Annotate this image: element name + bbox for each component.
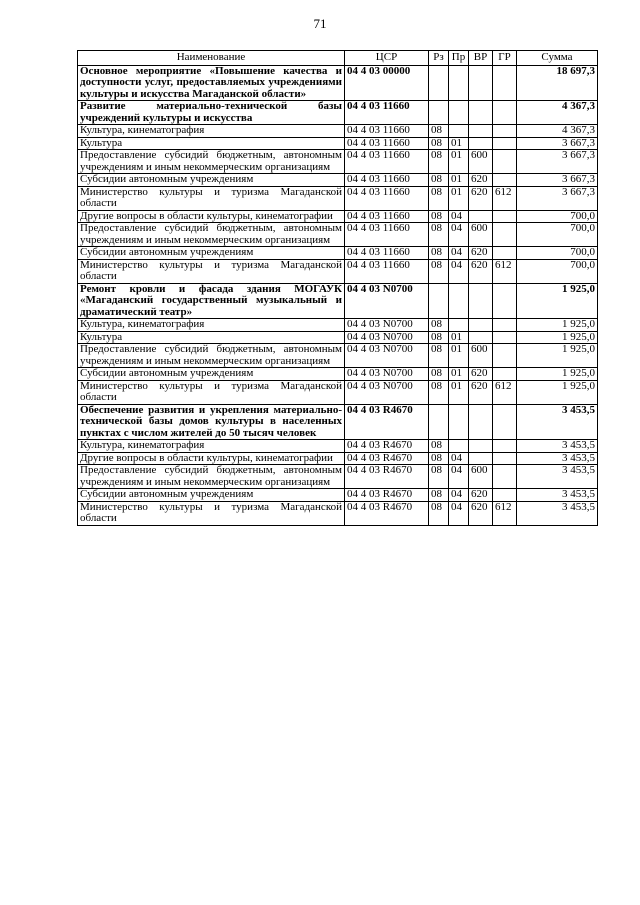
cell-rz: 08 <box>429 137 449 150</box>
cell-sum: 1 925,0 <box>517 319 598 332</box>
cell-name: Другие вопросы в области культуры, кинематографии <box>78 452 345 465</box>
cell-sum: 1 925,0 <box>517 380 598 404</box>
cell-pr <box>449 125 469 138</box>
table-row <box>78 174 598 187</box>
cell-vr <box>469 125 493 138</box>
cell-csr: 04 4 03 N0700 <box>345 319 429 332</box>
cell-gr: 612 <box>493 259 517 283</box>
cell-vr <box>469 101 493 125</box>
cell-csr: 04 4 03 N0700 <box>345 380 429 404</box>
cell-sum: 700,0 <box>517 223 598 247</box>
cell-gr <box>493 404 517 440</box>
cell-name: Культура <box>78 137 345 150</box>
cell-sum: 3 453,5 <box>517 404 598 440</box>
cell-sum: 3 453,5 <box>517 501 598 525</box>
cell-vr: 600 <box>469 223 493 247</box>
cell-sum: 3 453,5 <box>517 440 598 453</box>
cell-rz: 08 <box>429 440 449 453</box>
cell-sum: 700,0 <box>517 247 598 260</box>
cell-gr <box>493 247 517 260</box>
cell-sum: 1 925,0 <box>517 368 598 381</box>
cell-csr: 04 4 03 11660 <box>345 210 429 223</box>
cell-name: Культура, кинематография <box>78 440 345 453</box>
table-row <box>78 65 598 101</box>
cell-gr <box>493 283 517 319</box>
cell-vr <box>469 137 493 150</box>
table-row <box>78 368 598 381</box>
cell-sum: 700,0 <box>517 210 598 223</box>
table-row <box>78 380 598 404</box>
cell-rz: 08 <box>429 223 449 247</box>
cell-pr <box>449 65 469 101</box>
cell-rz: 08 <box>429 186 449 210</box>
cell-gr <box>493 319 517 332</box>
cell-sum: 3 453,5 <box>517 452 598 465</box>
cell-rz <box>429 101 449 125</box>
cell-name: Субсидии автономным учреждениям <box>78 247 345 260</box>
cell-gr <box>493 65 517 101</box>
cell-name: Министерство культуры и туризма Магаданской области <box>78 501 345 525</box>
cell-rz: 08 <box>429 125 449 138</box>
cell-csr: 04 4 03 11660 <box>345 150 429 174</box>
cell-sum: 3 453,5 <box>517 489 598 502</box>
cell-name: Предоставление субсидий бюджетным, автономным учреждениям и иным некоммерческим организациям <box>78 344 345 368</box>
cell-name: Предоставление субсидий бюджетным, автономным учреждениям и иным некоммерческим организациям <box>78 465 345 489</box>
cell-vr <box>469 283 493 319</box>
cell-csr: 04 4 03 11660 <box>345 186 429 210</box>
cell-rz: 08 <box>429 501 449 525</box>
cell-vr <box>469 452 493 465</box>
cell-pr: 01 <box>449 368 469 381</box>
cell-pr: 01 <box>449 174 469 187</box>
table-row <box>78 283 598 319</box>
cell-vr: 620 <box>469 174 493 187</box>
table-row <box>78 465 598 489</box>
cell-pr: 04 <box>449 465 469 489</box>
cell-csr: 04 4 03 N0700 <box>345 368 429 381</box>
cell-csr: 04 4 03 R4670 <box>345 465 429 489</box>
cell-gr <box>493 465 517 489</box>
cell-vr <box>469 319 493 332</box>
cell-pr: 04 <box>449 452 469 465</box>
cell-vr: 620 <box>469 368 493 381</box>
cell-sum: 4 367,3 <box>517 101 598 125</box>
table-row <box>78 101 598 125</box>
cell-name: Обеспечение развития и укрепления материально-технической базы домов культуры в населенных пунктах с числом жителей до 50 тысяч человек <box>78 404 345 440</box>
cell-gr <box>493 101 517 125</box>
cell-name: Предоставление субсидий бюджетным, автономным учреждениям и иным некоммерческим организациям <box>78 150 345 174</box>
cell-vr <box>469 404 493 440</box>
table-row <box>78 137 598 150</box>
header-vr: ВР <box>469 51 493 66</box>
cell-vr: 620 <box>469 247 493 260</box>
cell-csr: 04 4 03 R4670 <box>345 501 429 525</box>
cell-gr <box>493 210 517 223</box>
cell-name: Министерство культуры и туризма Магаданской области <box>78 259 345 283</box>
cell-rz <box>429 404 449 440</box>
cell-vr: 620 <box>469 489 493 502</box>
header-sum: Сумма <box>517 51 598 66</box>
cell-vr: 620 <box>469 380 493 404</box>
cell-gr <box>493 150 517 174</box>
cell-name: Министерство культуры и туризма Магаданской области <box>78 380 345 404</box>
cell-gr <box>493 489 517 502</box>
cell-sum: 3 453,5 <box>517 465 598 489</box>
table-row <box>78 247 598 260</box>
cell-name: Субсидии автономным учреждениям <box>78 368 345 381</box>
header-name: Наименование <box>78 51 345 66</box>
cell-csr: 04 4 03 11660 <box>345 247 429 260</box>
table-row <box>78 210 598 223</box>
cell-gr: 612 <box>493 501 517 525</box>
cell-vr <box>469 440 493 453</box>
table-row <box>78 150 598 174</box>
cell-rz: 08 <box>429 319 449 332</box>
cell-name: Министерство культуры и туризма Магаданской области <box>78 186 345 210</box>
cell-rz: 08 <box>429 465 449 489</box>
table-row <box>78 319 598 332</box>
cell-pr: 01 <box>449 186 469 210</box>
cell-name: Другие вопросы в области культуры, кинематографии <box>78 210 345 223</box>
cell-vr <box>469 331 493 344</box>
cell-rz <box>429 283 449 319</box>
cell-sum: 4 367,3 <box>517 125 598 138</box>
cell-name: Культура, кинематография <box>78 319 345 332</box>
table-row <box>78 344 598 368</box>
cell-sum: 3 667,3 <box>517 150 598 174</box>
table-row <box>78 489 598 502</box>
cell-gr <box>493 440 517 453</box>
table-row <box>78 223 598 247</box>
cell-csr: 04 4 03 N0700 <box>345 344 429 368</box>
cell-pr <box>449 319 469 332</box>
table-row <box>78 440 598 453</box>
table-header-row <box>78 51 598 66</box>
cell-rz: 08 <box>429 489 449 502</box>
cell-pr: 04 <box>449 259 469 283</box>
cell-pr: 04 <box>449 489 469 502</box>
table-row <box>78 259 598 283</box>
cell-rz: 08 <box>429 380 449 404</box>
page-number: 71 <box>313 16 327 31</box>
cell-csr: 04 4 03 11660 <box>345 125 429 138</box>
cell-pr: 01 <box>449 344 469 368</box>
cell-gr <box>493 223 517 247</box>
cell-sum: 1 925,0 <box>517 344 598 368</box>
cell-rz: 08 <box>429 210 449 223</box>
cell-csr: 04 4 03 R4670 <box>345 440 429 453</box>
header-pr: Пр <box>449 51 469 66</box>
cell-name: Ремонт кровли и фасада здания МОГАУК «Магаданский государственный музыкальный и драматический театр» <box>78 283 345 319</box>
cell-gr <box>493 331 517 344</box>
cell-rz: 08 <box>429 368 449 381</box>
cell-csr: 04 4 03 R4670 <box>345 404 429 440</box>
cell-pr <box>449 101 469 125</box>
cell-rz: 08 <box>429 259 449 283</box>
cell-gr <box>493 344 517 368</box>
cell-csr: 04 4 03 00000 <box>345 65 429 101</box>
cell-vr: 600 <box>469 344 493 368</box>
cell-sum: 18 697,3 <box>517 65 598 101</box>
cell-sum: 3 667,3 <box>517 137 598 150</box>
cell-pr: 04 <box>449 501 469 525</box>
cell-gr: 612 <box>493 380 517 404</box>
cell-pr: 01 <box>449 331 469 344</box>
cell-rz: 08 <box>429 452 449 465</box>
cell-vr: 620 <box>469 186 493 210</box>
cell-name: Основное мероприятие «Повышение качества и доступности услуг, предоставляемых учреждениями культуры и искусства Магаданской области» <box>78 65 345 101</box>
cell-csr: 04 4 03 N0700 <box>345 283 429 319</box>
cell-pr: 04 <box>449 210 469 223</box>
header-rz: Рз <box>429 51 449 66</box>
table-row <box>78 125 598 138</box>
cell-vr: 600 <box>469 465 493 489</box>
cell-vr <box>469 210 493 223</box>
cell-gr <box>493 174 517 187</box>
cell-name: Предоставление субсидий бюджетным, автономным учреждениям и иным некоммерческим организациям <box>78 223 345 247</box>
header-csr: ЦСР <box>345 51 429 66</box>
cell-vr: 620 <box>469 501 493 525</box>
cell-gr <box>493 368 517 381</box>
cell-csr: 04 4 03 N0700 <box>345 331 429 344</box>
table-row <box>78 331 598 344</box>
cell-name: Субсидии автономным учреждениям <box>78 489 345 502</box>
cell-rz: 08 <box>429 344 449 368</box>
cell-rz <box>429 65 449 101</box>
cell-sum: 1 925,0 <box>517 283 598 319</box>
cell-pr <box>449 283 469 319</box>
cell-pr: 04 <box>449 247 469 260</box>
cell-name: Культура <box>78 331 345 344</box>
cell-sum: 700,0 <box>517 259 598 283</box>
cell-rz: 08 <box>429 174 449 187</box>
cell-gr <box>493 137 517 150</box>
cell-name: Субсидии автономным учреждениям <box>78 174 345 187</box>
table-row <box>78 501 598 525</box>
cell-csr: 04 4 03 R4670 <box>345 489 429 502</box>
cell-sum: 3 667,3 <box>517 186 598 210</box>
cell-vr <box>469 65 493 101</box>
cell-sum: 3 667,3 <box>517 174 598 187</box>
cell-csr: 04 4 03 R4670 <box>345 452 429 465</box>
cell-pr <box>449 404 469 440</box>
cell-csr: 04 4 03 11660 <box>345 223 429 247</box>
cell-pr <box>449 440 469 453</box>
cell-csr: 04 4 03 11660 <box>345 174 429 187</box>
cell-csr: 04 4 03 11660 <box>345 259 429 283</box>
table-row <box>78 186 598 210</box>
cell-pr: 01 <box>449 137 469 150</box>
cell-name: Культура, кинематография <box>78 125 345 138</box>
cell-csr: 04 4 03 11660 <box>345 137 429 150</box>
cell-name: Развитие материально-технической базы учреждений культуры и искусства <box>78 101 345 125</box>
cell-vr: 620 <box>469 259 493 283</box>
cell-rz: 08 <box>429 150 449 174</box>
budget-table <box>77 50 598 526</box>
cell-csr: 04 4 03 11660 <box>345 101 429 125</box>
table-row <box>78 452 598 465</box>
header-gr: ГР <box>493 51 517 66</box>
cell-pr: 01 <box>449 150 469 174</box>
cell-rz: 08 <box>429 247 449 260</box>
cell-pr: 04 <box>449 223 469 247</box>
cell-vr: 600 <box>469 150 493 174</box>
cell-gr <box>493 452 517 465</box>
cell-sum: 1 925,0 <box>517 331 598 344</box>
cell-rz: 08 <box>429 331 449 344</box>
table-row <box>78 404 598 440</box>
cell-pr: 01 <box>449 380 469 404</box>
cell-gr <box>493 125 517 138</box>
cell-gr: 612 <box>493 186 517 210</box>
